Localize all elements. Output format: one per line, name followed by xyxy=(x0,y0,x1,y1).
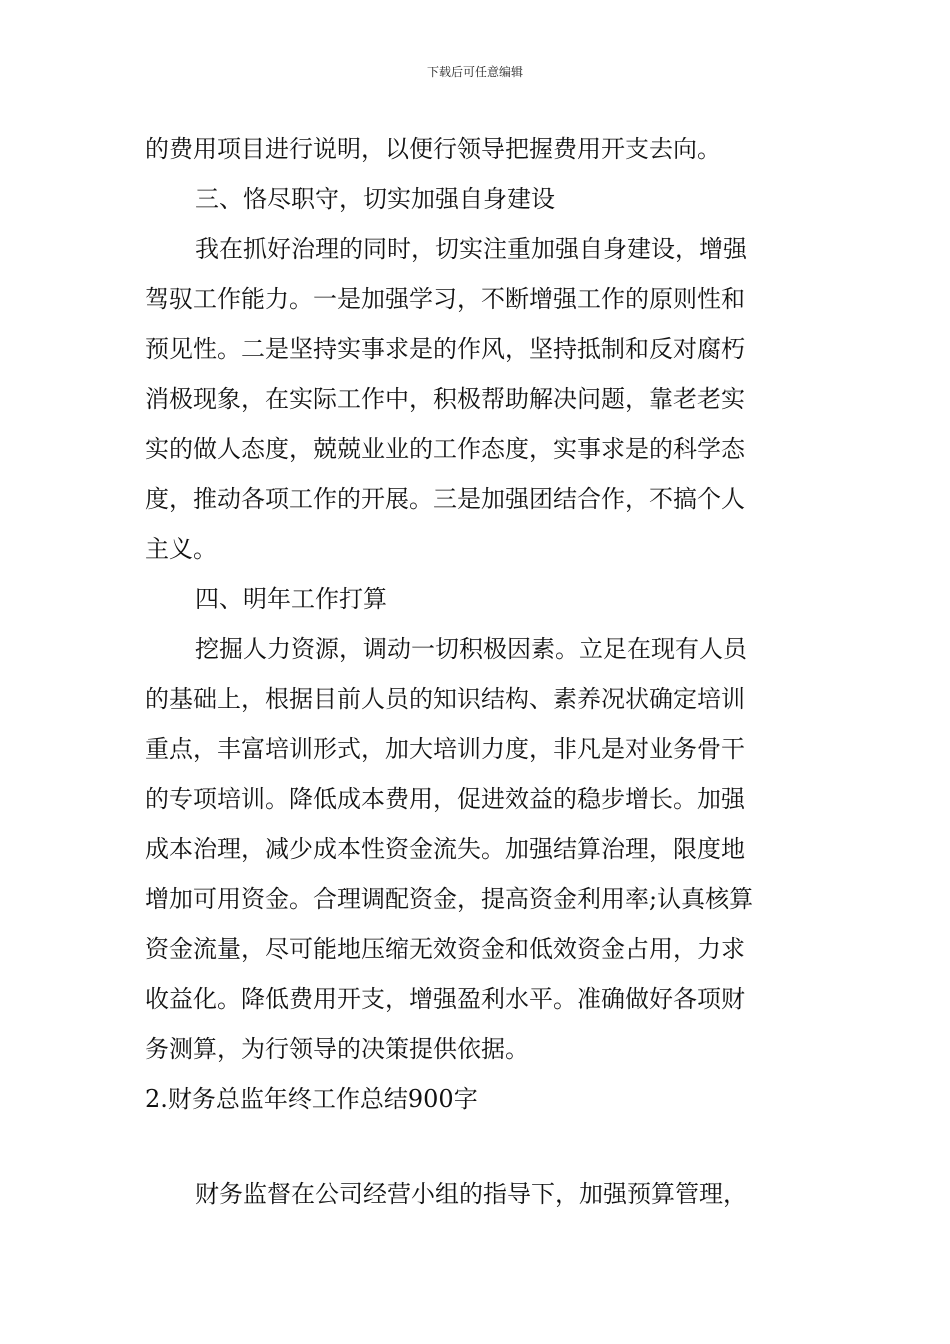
paragraph-line: 预见性。二是坚持实事求是的作风，坚持抵制和反对腐朽 xyxy=(145,335,745,363)
paragraph-line: 实的做人态度，兢兢业业的工作态度，实事求是的科学态 xyxy=(145,435,745,463)
paragraph-line: 务测算，为行领导的决策提供依据。 xyxy=(145,1035,529,1063)
paragraph-line: 主义。 xyxy=(145,535,217,563)
page-header: 下载后可任意编辑 xyxy=(426,65,523,79)
paragraph-line: 度，推动各项工作的开展。三是加强团结合作，不搞个人 xyxy=(145,485,745,513)
paragraph-line: 增加可用资金。合理调配资金，提高资金利用率;认真核算 xyxy=(145,885,754,913)
paragraph-line: 资金流量，尽可能地压缩无效资金和低效资金占用，力求 xyxy=(145,935,745,963)
paragraph-line: 驾驭工作能力。一是加强学习，不断增强工作的原则性和 xyxy=(145,285,745,313)
paragraph-line: 我在抓好治理的同时，切实注重加强自身建设，增强 xyxy=(195,235,747,263)
paragraph-line: 成本治理，减少成本性资金流失。加强结算治理，限度地 xyxy=(145,835,745,863)
paragraph-line: 的基础上，根据目前人员的知识结构、素养况状确定培训 xyxy=(145,685,745,713)
section-heading: 三、恪尽职守，切实加强自身建设 xyxy=(195,185,555,213)
paragraph-line: 财务监督在公司经营小组的指导下，加强预算管理， xyxy=(195,1180,747,1208)
paragraph-line: 消极现象，在实际工作中，积极帮助解决问题，靠老老实 xyxy=(145,385,745,413)
document-subtitle: 2.财务总监年终工作总结900字 xyxy=(145,1085,478,1113)
paragraph-line: 收益化。降低费用开支，增强盈利水平。准确做好各项财 xyxy=(145,985,745,1013)
section-heading: 四、明年工作打算 xyxy=(195,585,387,613)
paragraph-line: 的费用项目进行说明，以便行领导把握费用开支去向。 xyxy=(145,135,721,163)
paragraph-line: 重点，丰富培训形式，加大培训力度，非凡是对业务骨干 xyxy=(145,735,745,763)
paragraph-line: 挖掘人力资源，调动一切积极因素。立足在现有人员 xyxy=(195,635,747,663)
paragraph-line: 的专项培训。降低成本费用，促进效益的稳步增长。加强 xyxy=(145,785,745,813)
